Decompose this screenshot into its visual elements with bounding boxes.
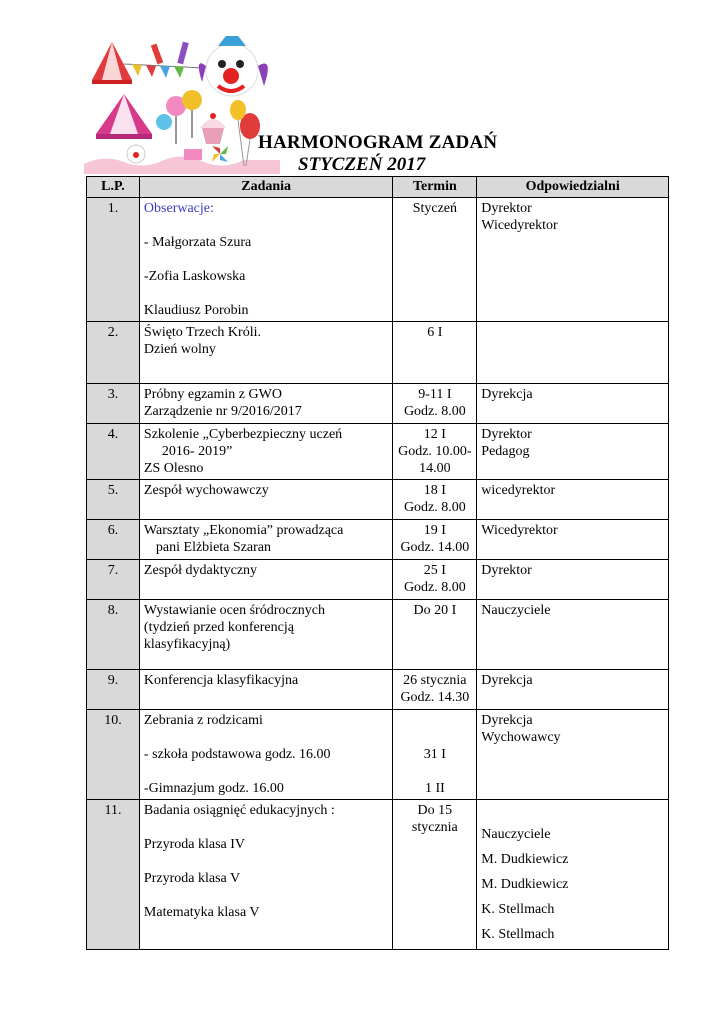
responsible-cell [477,670,669,710]
responsible-line: Dyrektor [481,427,532,442]
term-line: Do 20 I [413,603,457,618]
responsible-line: Dyrektor [481,201,532,216]
row-number: 10. [87,710,140,800]
row-number: 4. [87,424,140,480]
task-cell [139,710,392,800]
term-line: 12 I [423,427,446,442]
schedule-table [86,176,669,950]
task-line: klasyfikacyjną) [143,637,231,652]
task-line: Przyroda klasa V [143,871,241,886]
term-line: 14.00 [419,461,451,476]
row-number: 5. [87,480,140,520]
responsible-cell [477,384,669,424]
circus-tent-icon [96,94,152,139]
term-line: Godz. 14.30 [400,690,470,705]
task-cell [139,800,392,950]
term-line: Godz. 10.00- [398,444,472,459]
responsible-line: Nauczyciele [481,827,551,842]
responsible-line: Wychowawcy [481,730,561,745]
term-line: Godz. 8.00 [403,404,466,419]
task-line: Klaudiusz Porobin [143,303,249,318]
responsible-line: M. Dudkiewicz [481,852,569,867]
table-row [87,600,669,670]
term-line: 19 I [423,523,446,538]
row-number: 11. [87,800,140,950]
bunting-decoration [124,64,204,78]
table-row [87,322,669,384]
task-line: Święto Trzech Króli. [143,325,261,340]
table-row [87,800,669,950]
task-line: Dzień wolny [143,342,216,357]
term-cell [393,800,477,950]
task-line: - szkoła podstawowa godz. 16.00 [143,747,331,762]
task-cell [139,560,392,600]
task-cell [139,198,392,322]
responsible-line: wicedyrektor [481,483,556,498]
term-line: 1 II [424,781,445,796]
term-line: Godz. 8.00 [403,580,466,595]
pinwheel-icon [212,146,228,162]
term-line: 25 I [423,563,446,578]
term-line: 31 I [423,747,446,762]
task-line: Przyroda klasa IV [143,837,245,852]
row-number: 6. [87,520,140,560]
term-cell [393,520,477,560]
term-cell [393,600,477,670]
table-row [87,560,669,600]
balloon-icon [230,100,260,166]
table-row [87,480,669,520]
responsible-cell [477,800,669,950]
responsible-line: Wicedyrektor [481,523,558,538]
responsible-cell [477,198,669,322]
responsible-line: Dyrekcja [481,713,533,728]
task-line: -Zofia Laskowska [143,269,246,284]
responsible-line: Dyrekcja [481,387,533,402]
responsible-line: Nauczyciele [481,603,551,618]
row-number: 9. [87,670,140,710]
term-cell [393,480,477,520]
column-header-lp: L.P. [87,177,140,198]
table-row [87,670,669,710]
task-cell [139,670,392,710]
task-line: Zarządzenie nr 9/2016/2017 [143,404,302,419]
term-cell [393,560,477,600]
task-line: Zespół dydaktyczny [143,563,258,578]
task-line: - Małgorzata Szura [143,235,252,250]
task-cell [139,600,392,670]
task-line: Obserwacje: [143,201,214,216]
task-line: Próbny egzamin z GWO [143,387,282,402]
table-header-row [87,177,669,198]
task-cell [139,424,392,480]
column-header-term: Termin [393,177,477,198]
small-clown-icon [127,145,145,163]
clown-face-icon [199,36,268,96]
table-row [87,520,669,560]
task-line: Badania osiągnięć edukacyjnych : [143,803,335,818]
row-number: 3. [87,384,140,424]
term-cell [393,710,477,800]
task-line: Matematyka klasa V [143,905,260,920]
task-line: 2016- 2019” [161,444,233,459]
table-row [87,198,669,322]
term-line: 18 I [423,483,446,498]
lollipop-icon [156,90,202,144]
term-line: Godz. 8.00 [403,500,466,515]
task-line: ZS Olesno [143,461,204,476]
cupcake-icon [200,113,226,144]
task-cell [139,322,392,384]
responsible-cell [477,424,669,480]
term-line: Do 15 stycznia [411,803,458,835]
term-line: 6 I [427,325,443,340]
responsible-line: Dyrekcja [481,673,533,688]
task-line: Konferencja klasyfikacyjna [143,673,299,688]
responsible-line: M. Dudkiewicz [481,877,569,892]
row-number: 7. [87,560,140,600]
cake-icon [184,146,202,160]
carnival-clipart [84,36,280,174]
term-cell [393,424,477,480]
task-line: Zebrania z rodzicami [143,713,263,728]
column-header-tasks: Zadania [139,177,392,198]
rocket-icon [151,42,189,65]
responsible-line: K. Stellmach [481,902,555,917]
document-subtitle: STYCZEŃ 2017 [298,154,426,175]
task-cell [139,520,392,560]
term-cell [393,198,477,322]
table-row [87,384,669,424]
circus-tent-icon [92,42,132,84]
responsible-cell [477,480,669,520]
responsible-cell [477,710,669,800]
responsible-line: Pedagog [481,444,530,459]
term-cell [393,322,477,384]
column-header-responsible: Odpowiedzialni [477,177,669,198]
task-line: (tydzień przed konferencją [143,620,294,635]
task-line: Szkolenie „Cyberbezpieczny uczeń [143,427,343,442]
responsible-cell [477,520,669,560]
row-number: 1. [87,198,140,322]
document-title: HARMONOGRAM ZADAŃ [258,132,498,153]
task-cell [139,480,392,520]
term-line: Styczeń [412,201,458,216]
term-line: 9-11 I [418,387,452,402]
term-cell [393,384,477,424]
task-line: Warsztaty „Ekonomia” prowadząca [143,523,344,538]
term-cell [393,670,477,710]
responsible-line: K. Stellmach [481,927,555,942]
row-number: 8. [87,600,140,670]
responsible-cell [477,560,669,600]
term-line: Godz. 14.00 [400,540,470,555]
task-line: Zespół wychowawczy [143,483,269,498]
responsible-cell [477,322,669,384]
row-number: 2. [87,322,140,384]
table-row [87,710,669,800]
term-line: 26 stycznia [403,673,467,688]
table-row [87,424,669,480]
responsible-line: Dyrektor [481,563,532,578]
task-line: Wystawianie ocen śródrocznych [143,603,326,618]
task-line: -Gimnazjum godz. 16.00 [143,781,284,796]
task-cell [139,384,392,424]
responsible-line: Wicedyrektor [481,218,558,233]
task-line: pani Elżbieta Szaran [155,540,271,555]
responsible-cell [477,600,669,670]
